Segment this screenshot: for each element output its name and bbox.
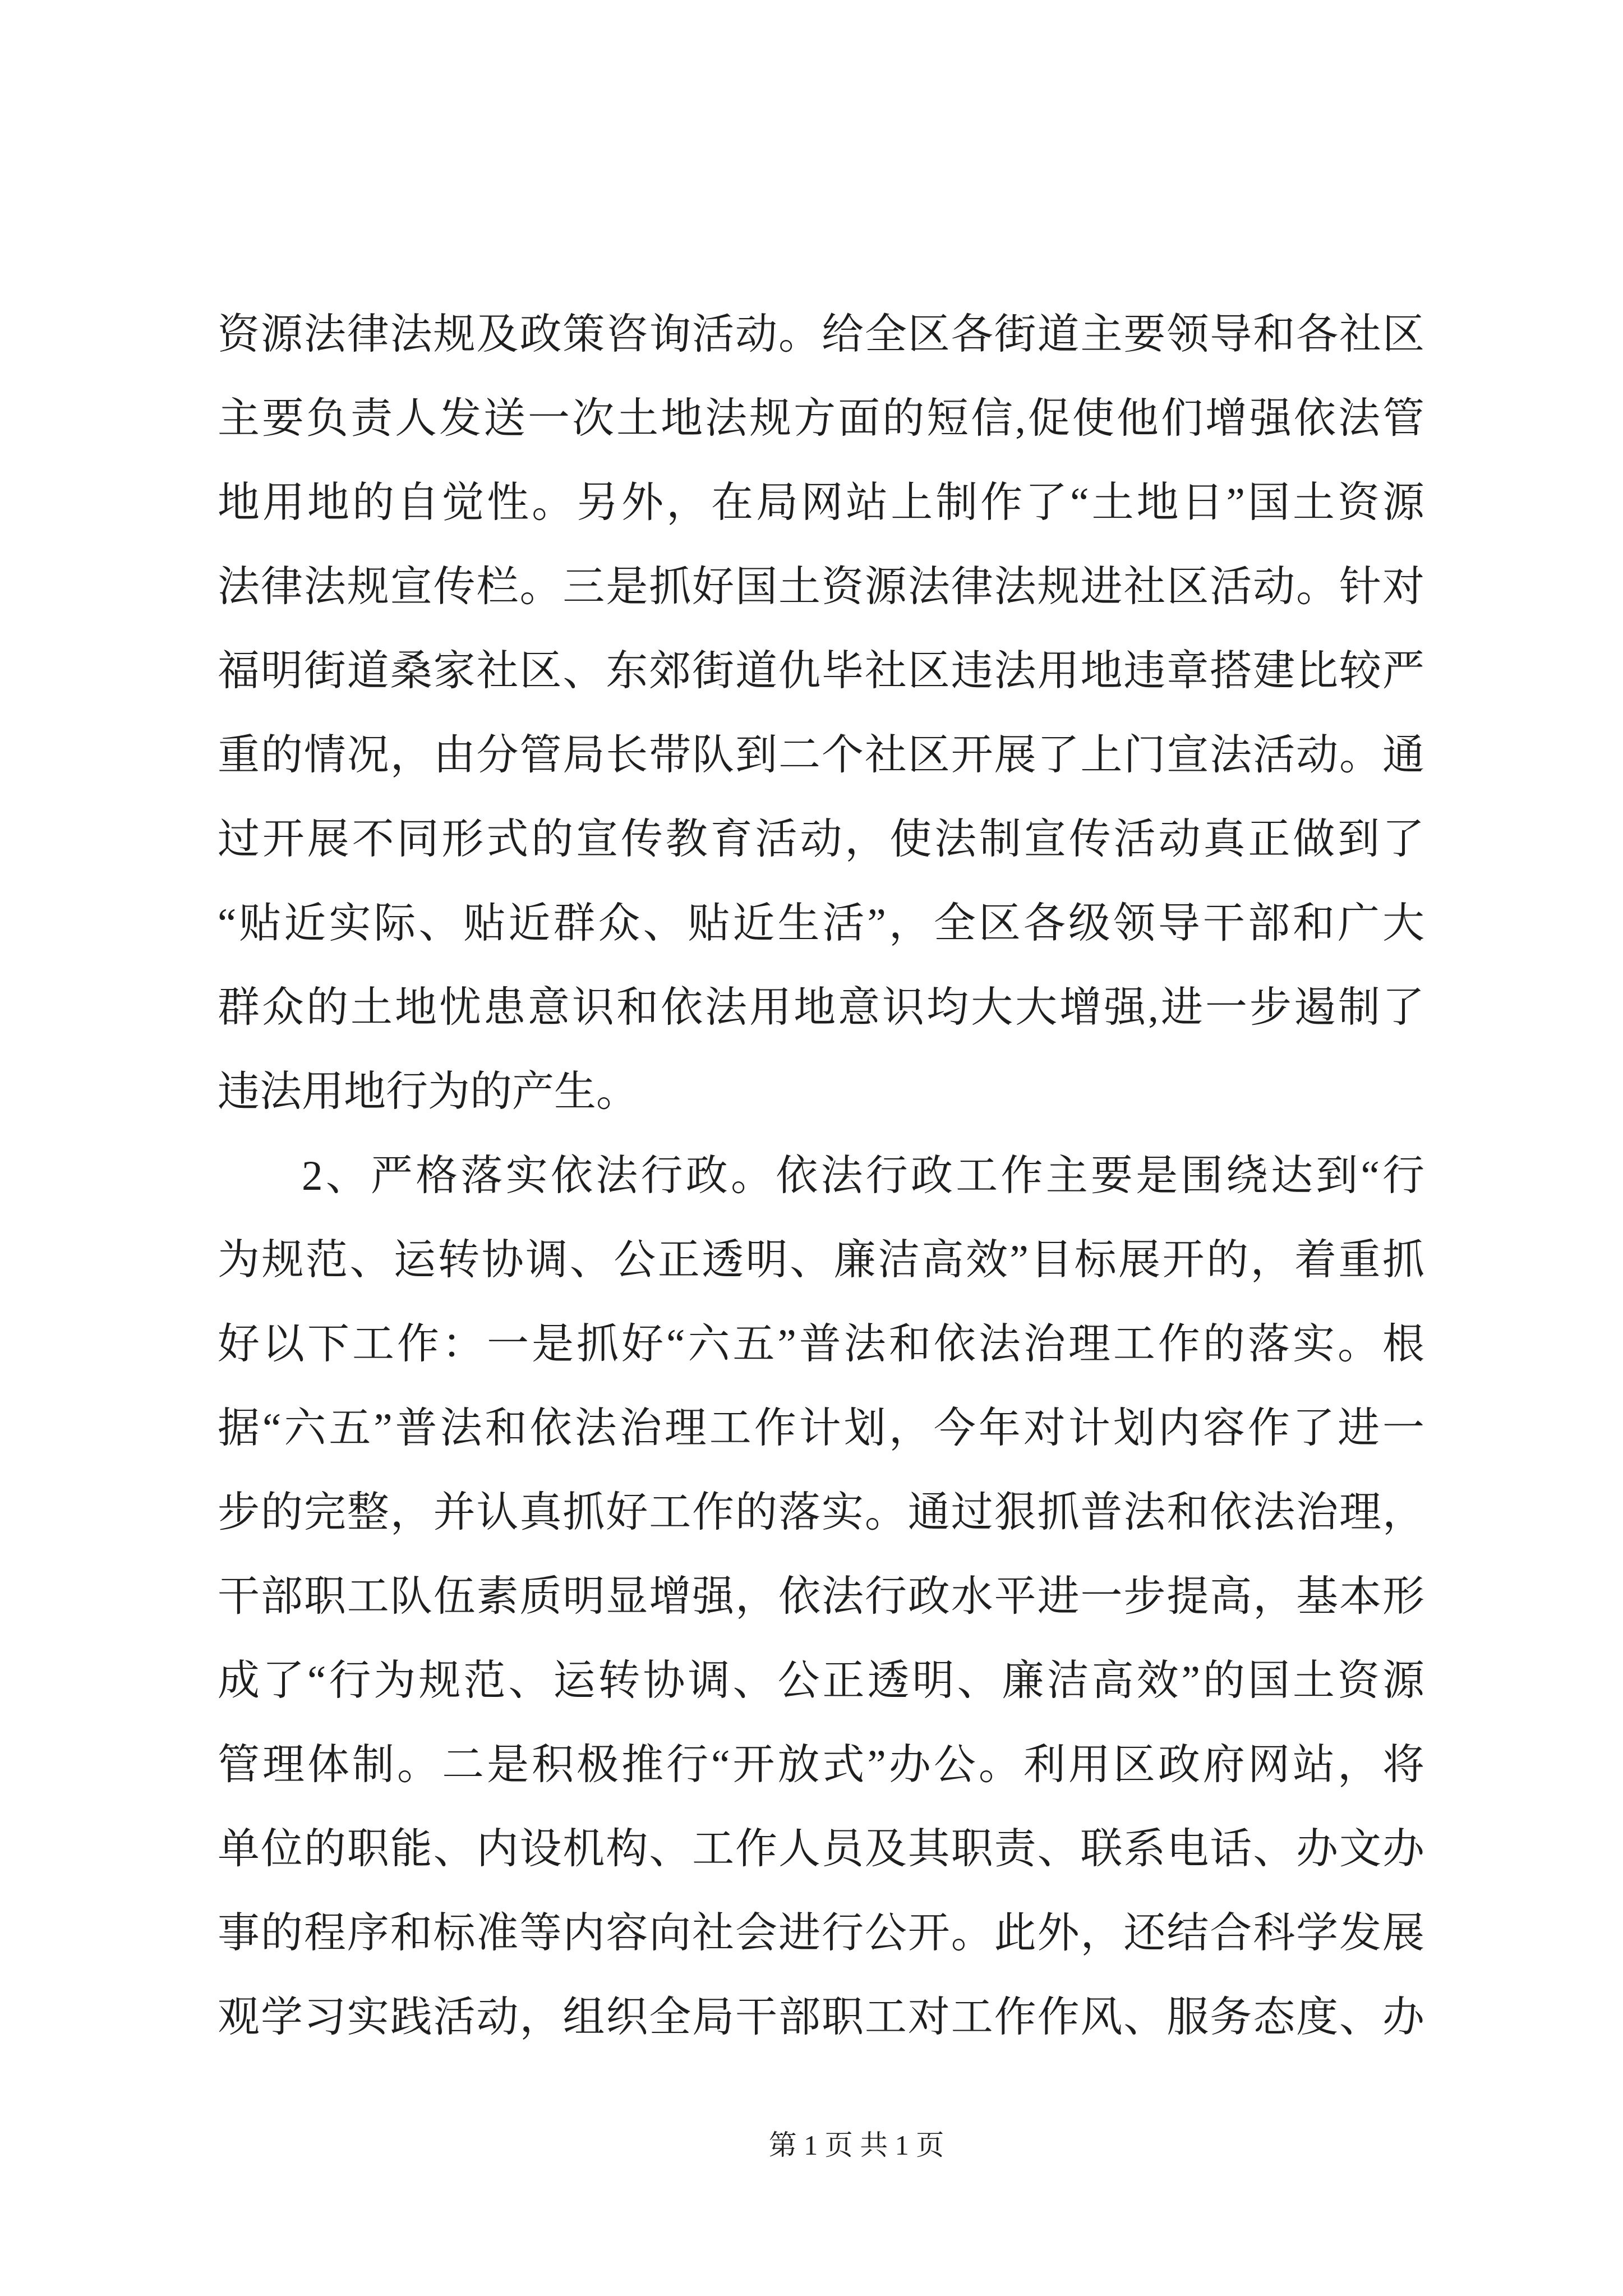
text-line: 福明街道桑家社区、东郊街道仇毕社区违法用地违章搭建比较严 — [218, 648, 1424, 694]
page-number-footer: 第 1 页 共 1 页 — [768, 2129, 944, 2161]
text-line: 单位的职能、内设机构、工作人员及其职责、联系电话、办文办 — [218, 1826, 1424, 1872]
text-line: 违法用地行为的产生。 — [218, 1069, 639, 1115]
text-line: “贴近实际、贴近群众、贴近生活”，全区各级领导干部和广大 — [218, 900, 1424, 947]
text-line: 观学习实践活动，组织全局干部职工对工作作风、服务态度、办 — [218, 1994, 1424, 2041]
text-line: 成了“行为规范、运转协调、公正透明、廉洁高效”的国土资源 — [218, 1658, 1424, 1704]
text-line: 2、严格落实依法行政。依法行政工作主要是围绕达到“行 — [302, 1153, 1424, 1199]
text-line: 主要负责人发送一次土地法规方面的短信,促使他们增强依法管 — [218, 395, 1424, 442]
text-line: 事的程序和标准等内容向社会进行公开。此外，还结合科学发展 — [218, 1910, 1424, 1957]
text-line: 过开展不同形式的宣传教育活动，使法制宣传活动真正做到了 — [218, 816, 1424, 863]
text-line: 管理体制。二是积极推行“开放式”办公。利用区政府网站，将 — [218, 1742, 1424, 1788]
text-line: 好以下工作：一是抓好“六五”普法和依法治理工作的落实。根 — [218, 1321, 1424, 1368]
text-line: 群众的土地忧患意识和依法用地意识均大大增强,进一步遏制了 — [218, 984, 1424, 1031]
text-line: 据“六五”普法和依法治理工作计划，今年对计划内容作了进一 — [218, 1405, 1424, 1452]
text-line: 地用地的自觉性。另外，在局网站上制作了“土地日”国土资源 — [218, 480, 1424, 526]
text-line: 干部职工队伍素质明显增强，依法行政水平进一步提高，基本形 — [218, 1573, 1424, 1620]
paragraph — [218, 1134, 1424, 2060]
text-line: 重的情况，由分管局长带队到二个社区开展了上门宣法活动。通 — [218, 732, 1424, 779]
paragraph — [218, 293, 1424, 1134]
text-line: 资源法律法规及政策咨询活动。给全区各街道主要领导和各社区 — [218, 311, 1424, 358]
text-line: 步的完整，并认真抓好工作的落实。通过狠抓普法和依法治理， — [218, 1489, 1424, 1536]
document-body — [218, 293, 1424, 2060]
text-line: 为规范、运转协调、公正透明、廉洁高效”目标展开的，着重抓 — [218, 1237, 1424, 1283]
text-line: 法律法规宣传栏。三是抓好国土资源法律法规进社区活动。针对 — [218, 564, 1424, 610]
